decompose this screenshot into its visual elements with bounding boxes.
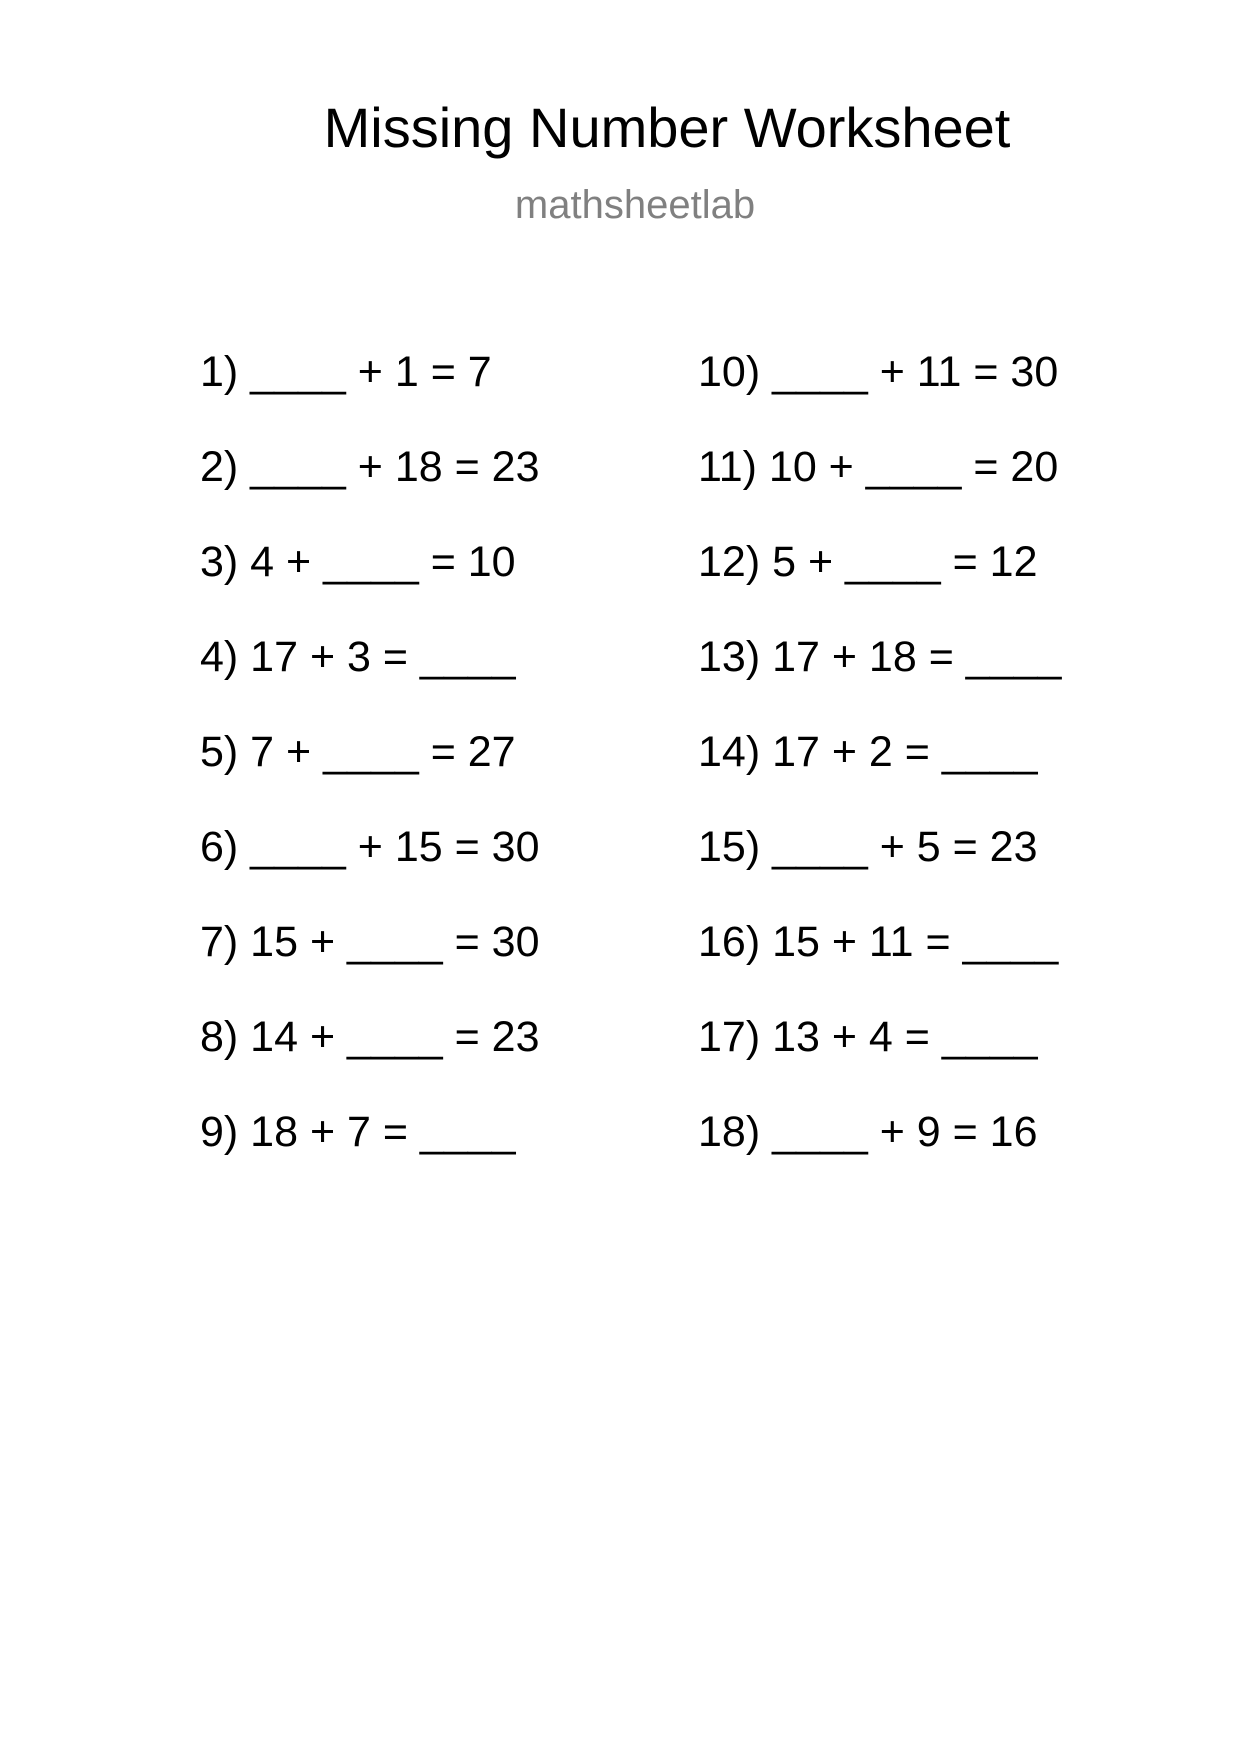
problem-2: 2) ____ + 18 = 23 — [200, 443, 540, 491]
problem-3: 3) 4 + ____ = 10 — [200, 538, 516, 586]
problem-column-right — [698, 346, 1061, 1201]
problem-8: 8) 14 + ____ = 23 — [200, 1013, 540, 1061]
problem-13: 13) 17 + 18 = ____ — [698, 633, 1062, 681]
problem-12: 12) 5 + ____ = 12 — [698, 538, 1038, 586]
problem-5: 5) 7 + ____ = 27 — [200, 728, 516, 776]
problem-7: 7) 15 + ____ = 30 — [200, 918, 540, 966]
problem-column-left — [200, 346, 540, 1201]
problem-14: 14) 17 + 2 = ____ — [698, 728, 1038, 776]
problem-17: 17) 13 + 4 = ____ — [698, 1013, 1038, 1061]
problem-6: 6) ____ + 15 = 30 — [200, 823, 540, 871]
problem-15: 15) ____ + 5 = 23 — [698, 823, 1038, 871]
problem-4: 4) 17 + 3 = ____ — [200, 633, 516, 681]
problem-11: 11) 10 + ____ = 20 — [698, 443, 1059, 491]
problem-16: 16) 15 + 11 = ____ — [698, 918, 1059, 966]
problem-10: 10) ____ + 11 = 30 — [698, 348, 1059, 396]
problem-9: 9) 18 + 7 = ____ — [200, 1108, 516, 1156]
problem-18: 18) ____ + 9 = 16 — [698, 1108, 1038, 1156]
worksheet-source: mathsheetlab — [514, 183, 756, 227]
problem-1: 1) ____ + 1 = 7 — [200, 348, 492, 396]
worksheet-title: Missing Number Worksheet — [323, 96, 1011, 159]
